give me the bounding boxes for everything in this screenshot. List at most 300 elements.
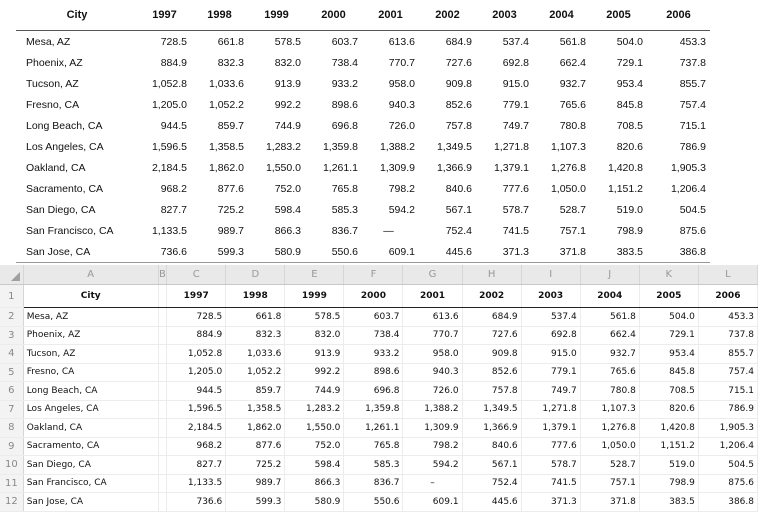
cell-value[interactable]: 1,151.2	[639, 437, 698, 456]
cell-value[interactable]: 662.4	[580, 326, 639, 345]
cell-value[interactable]: 798.2	[403, 437, 462, 456]
source-city: Sacramento, CA	[26, 182, 104, 195]
source-value: 779.1	[502, 98, 529, 111]
column-header[interactable]: K	[639, 265, 698, 285]
cell-value[interactable]: 1,033.6	[226, 345, 285, 364]
sheet-header-row	[0, 285, 758, 308]
cell-value[interactable]: 692.8	[521, 326, 580, 345]
cell-empty[interactable]	[158, 474, 166, 493]
cell-city[interactable]: Tucson, AZ	[23, 345, 158, 364]
source-value: 875.6	[679, 224, 706, 237]
cell-city[interactable]: Long Beach, CA	[23, 382, 158, 401]
cell-value[interactable]: 786.9	[698, 400, 757, 419]
cell-value[interactable]: 884.9	[167, 326, 226, 345]
source-value: 827.7	[160, 203, 187, 216]
column-header[interactable]: J	[580, 265, 639, 285]
source-value: 1,366.9	[436, 161, 472, 174]
cell-value[interactable]: 752.4	[462, 474, 521, 493]
cell-value[interactable]: 968.2	[167, 437, 226, 456]
source-value: 727.6	[445, 56, 472, 69]
source-value: 603.7	[331, 35, 358, 48]
cell-value[interactable]: 1,107.3	[580, 400, 639, 419]
source-row	[16, 178, 710, 199]
cell-value[interactable]: 820.6	[639, 400, 698, 419]
source-value: 661.8	[217, 35, 244, 48]
row-number[interactable]: 10	[0, 456, 23, 475]
cell-value[interactable]: 1,133.5	[167, 474, 226, 493]
column-header[interactable]: H	[462, 265, 521, 285]
row-number[interactable]: 11	[0, 474, 23, 493]
source-value: 913.9	[274, 77, 301, 90]
cell-value[interactable]: 933.2	[344, 345, 403, 364]
source-value: 765.8	[331, 182, 358, 195]
row-number[interactable]: 6	[0, 382, 23, 401]
cell-value[interactable]: 836.7	[344, 474, 403, 493]
cell-empty[interactable]	[158, 345, 166, 364]
source-value: 1,052.2	[208, 98, 244, 111]
cell-empty[interactable]	[158, 326, 166, 345]
cell-value[interactable]: 915.0	[521, 345, 580, 364]
cell-value[interactable]: 741.5	[521, 474, 580, 493]
source-value: 1,550.0	[265, 161, 301, 174]
spreadsheet-grid[interactable]	[0, 265, 754, 508]
source-value: 770.7	[388, 56, 415, 69]
source-value: 909.8	[445, 77, 472, 90]
cell-city[interactable]: Sacramento, CA	[23, 437, 158, 456]
cell-value[interactable]: 852.6	[462, 363, 521, 382]
cell-value[interactable]: 770.7	[403, 326, 462, 345]
cell-year-header[interactable]: 2003	[521, 285, 580, 308]
cell-value[interactable]: 1,206.4	[698, 437, 757, 456]
cell-value[interactable]: 1,379.1	[521, 419, 580, 438]
source-value: 832.0	[274, 56, 301, 69]
cell-value[interactable]: 909.8	[462, 345, 521, 364]
source-value: 1,420.8	[607, 161, 643, 174]
source-value: 798.2	[388, 182, 415, 195]
source-row	[16, 31, 710, 53]
cell-city[interactable]: Oakland, CA	[23, 419, 158, 438]
cell-value[interactable]: 386.8	[698, 493, 757, 512]
cell-value[interactable]: 1,596.5	[167, 400, 226, 419]
cell-value[interactable]: 599.3	[226, 493, 285, 512]
cell-year-header[interactable]: 2000	[344, 285, 403, 308]
cell-value[interactable]: 749.7	[521, 382, 580, 401]
cell-value[interactable]: 875.6	[698, 474, 757, 493]
source-row	[16, 241, 710, 263]
cell-value[interactable]: 866.3	[285, 474, 344, 493]
cell-value[interactable]: 765.6	[580, 363, 639, 382]
source-value: 752.4	[445, 224, 472, 237]
cell-value[interactable]: 603.7	[344, 308, 403, 327]
source-city: Mesa, AZ	[26, 35, 71, 48]
source-value: 741.5	[502, 224, 529, 237]
column-header[interactable]: B	[158, 265, 166, 285]
source-value: 386.8	[647, 241, 710, 263]
source-value: —	[383, 224, 394, 237]
cell-empty[interactable]	[158, 285, 166, 308]
source-value: 729.1	[616, 56, 643, 69]
source-value: 580.9	[248, 241, 305, 263]
cell-value[interactable]: 729.1	[639, 326, 698, 345]
cell-empty[interactable]	[158, 493, 166, 512]
source-header-year: 2006	[647, 0, 710, 31]
source-value: 836.7	[331, 224, 358, 237]
source-value: 1,205.0	[151, 98, 187, 111]
cell-city-header[interactable]: City	[23, 285, 158, 308]
source-value: 1,379.1	[493, 161, 529, 174]
sheet-row	[0, 437, 758, 456]
row-number[interactable]: 12	[0, 493, 23, 512]
cell-value[interactable]: 708.5	[639, 382, 698, 401]
cell-value[interactable]: 613.6	[403, 308, 462, 327]
source-value: 832.3	[217, 56, 244, 69]
cell-value[interactable]: 798.9	[639, 474, 698, 493]
column-header[interactable]: G	[403, 265, 462, 285]
cell-value[interactable]: 940.3	[403, 363, 462, 382]
cell-value[interactable]: 1,905.3	[698, 419, 757, 438]
source-value: 736.6	[138, 241, 191, 263]
cell-value[interactable]: 567.1	[462, 456, 521, 475]
source-header-year: 2003	[476, 0, 533, 31]
cell-value[interactable]: 715.1	[698, 382, 757, 401]
source-value: 578.7	[502, 203, 529, 216]
source-value: 757.8	[445, 119, 472, 132]
cell-value[interactable]: 944.5	[167, 382, 226, 401]
cell-value[interactable]: 1,550.0	[285, 419, 344, 438]
cell-empty[interactable]	[158, 308, 166, 327]
cell-year-header[interactable]: 2006	[698, 285, 757, 308]
source-city: Tucson, AZ	[26, 77, 79, 90]
row-number[interactable]: 7	[0, 400, 23, 419]
source-city: Phoenix, AZ	[26, 56, 83, 69]
cell-value[interactable]: 779.1	[521, 363, 580, 382]
cell-city[interactable]: Mesa, AZ	[23, 308, 158, 327]
source-value: 578.5	[274, 35, 301, 48]
source-value: 504.5	[679, 203, 706, 216]
cell-value[interactable]: 504.0	[639, 308, 698, 327]
sheet-row	[0, 345, 758, 364]
source-value: 1,309.9	[379, 161, 415, 174]
source-value: 968.2	[160, 182, 187, 195]
cell-value[interactable]: 504.5	[698, 456, 757, 475]
source-value: 696.8	[331, 119, 358, 132]
row-number[interactable]: 4	[0, 345, 23, 364]
sheet-row	[0, 456, 758, 475]
row-number[interactable]: 1	[0, 285, 23, 308]
source-row	[16, 73, 710, 94]
cell-value[interactable]: 840.6	[462, 437, 521, 456]
cell-value[interactable]: 726.0	[403, 382, 462, 401]
source-value: 519.0	[616, 203, 643, 216]
source-value: 599.3	[191, 241, 248, 263]
cell-value[interactable]: 598.4	[285, 456, 344, 475]
cell-value[interactable]: 1,359.8	[344, 400, 403, 419]
cell-value[interactable]: 992.2	[285, 363, 344, 382]
source-value: 780.8	[559, 119, 586, 132]
cell-city[interactable]: Los Angeles, CA	[23, 400, 158, 419]
source-value: 692.8	[502, 56, 529, 69]
row-number[interactable]: 3	[0, 326, 23, 345]
cell-value[interactable]: 845.8	[639, 363, 698, 382]
cell-value[interactable]: 757.1	[580, 474, 639, 493]
cell-value[interactable]: 594.2	[403, 456, 462, 475]
sheet-row	[0, 308, 758, 327]
source-value: 1,151.2	[607, 182, 643, 195]
cell-value[interactable]: 832.3	[226, 326, 285, 345]
source-value: 504.0	[616, 35, 643, 48]
source-value: 786.9	[679, 140, 706, 153]
source-value: 1,052.8	[151, 77, 187, 90]
row-number[interactable]: 5	[0, 363, 23, 382]
cell-value[interactable]: 859.7	[226, 382, 285, 401]
column-header[interactable]: D	[226, 265, 285, 285]
cell-value[interactable]: 744.9	[285, 382, 344, 401]
cell-value[interactable]: 752.0	[285, 437, 344, 456]
source-row	[16, 136, 710, 157]
cell-value[interactable]: 580.9	[285, 493, 344, 512]
cell-year-header[interactable]: 2004	[580, 285, 639, 308]
source-value: 752.0	[274, 182, 301, 195]
sheet-row	[0, 326, 758, 345]
row-number[interactable]: 2	[0, 308, 23, 327]
source-city: Long Beach, CA	[26, 119, 103, 132]
source-city: Oakland, CA	[26, 161, 86, 174]
cell-value[interactable]: 445.6	[462, 493, 521, 512]
source-value: 715.1	[679, 119, 706, 132]
source-table-image	[16, 0, 710, 263]
cell-value[interactable]: 696.8	[344, 382, 403, 401]
cell-value[interactable]: 737.8	[698, 326, 757, 345]
cell-year-header[interactable]: 1997	[167, 285, 226, 308]
cell-value[interactable]: 1,358.5	[226, 400, 285, 419]
source-value: 738.4	[331, 56, 358, 69]
source-value: 852.6	[445, 98, 472, 111]
column-header[interactable]: A	[23, 265, 158, 285]
cell-value[interactable]: 832.0	[285, 326, 344, 345]
source-value: 708.5	[616, 119, 643, 132]
source-header-year: 1999	[248, 0, 305, 31]
source-value: 1,358.5	[208, 140, 244, 153]
source-value: 371.3	[476, 241, 533, 263]
source-value: 537.4	[502, 35, 529, 48]
source-header-year: 2002	[419, 0, 476, 31]
source-value: 598.4	[274, 203, 301, 216]
cell-value[interactable]: 1,276.8	[580, 419, 639, 438]
cell-value[interactable]: 453.3	[698, 308, 757, 327]
source-value: 684.9	[445, 35, 472, 48]
cell-value[interactable]: 1,862.0	[226, 419, 285, 438]
source-value: 744.9	[274, 119, 301, 132]
cell-value[interactable]: 1,261.1	[344, 419, 403, 438]
column-header[interactable]: L	[698, 265, 757, 285]
cell-value[interactable]: 684.9	[462, 308, 521, 327]
source-value: 726.0	[388, 119, 415, 132]
source-city: Fresno, CA	[26, 98, 80, 111]
cell-value[interactable]: 1,052.8	[167, 345, 226, 364]
cell-value[interactable]: 519.0	[639, 456, 698, 475]
cell-value[interactable]: 550.6	[344, 493, 403, 512]
source-value: 953.4	[616, 77, 643, 90]
sheet-row	[0, 363, 758, 382]
source-value: 585.3	[331, 203, 358, 216]
source-value: 1,133.5	[151, 224, 187, 237]
source-city: San Francisco, CA	[26, 224, 114, 237]
source-value: 757.1	[559, 224, 586, 237]
cell-value[interactable]: 765.8	[344, 437, 403, 456]
cell-value[interactable]: 609.1	[403, 493, 462, 512]
cell-year-header[interactable]: 1999	[285, 285, 344, 308]
source-value: 725.2	[217, 203, 244, 216]
sheet-row	[0, 419, 758, 438]
column-header[interactable]: I	[521, 265, 580, 285]
source-value: 884.9	[160, 56, 187, 69]
cell-empty[interactable]	[158, 400, 166, 419]
source-value: 840.6	[445, 182, 472, 195]
cell-value[interactable]: 827.7	[167, 456, 226, 475]
cell-value[interactable]: 383.5	[639, 493, 698, 512]
cell-value[interactable]: 1,052.2	[226, 363, 285, 382]
cell-value[interactable]: 728.5	[167, 308, 226, 327]
source-header-city: City	[16, 0, 138, 31]
sheet-row	[0, 400, 758, 419]
cell-empty[interactable]	[158, 456, 166, 475]
cell-value[interactable]: 932.7	[580, 345, 639, 364]
source-header-year: 2005	[590, 0, 647, 31]
cell-value[interactable]: 777.6	[521, 437, 580, 456]
cell-value[interactable]: 1,050.0	[580, 437, 639, 456]
cell-value[interactable]: 1,388.2	[403, 400, 462, 419]
cell-value[interactable]: 1,309.9	[403, 419, 462, 438]
cell-value[interactable]: 661.8	[226, 308, 285, 327]
cell-city[interactable]: San Diego, CA	[23, 456, 158, 475]
cell-empty[interactable]	[158, 382, 166, 401]
source-value: 932.7	[559, 77, 586, 90]
source-value: 567.1	[445, 203, 472, 216]
cell-value[interactable]: 1,205.0	[167, 363, 226, 382]
cell-empty[interactable]	[158, 363, 166, 382]
source-row	[16, 157, 710, 178]
row-number[interactable]: 9	[0, 437, 23, 456]
cell-value[interactable]: 2,184.5	[167, 419, 226, 438]
cell-value[interactable]: 585.3	[344, 456, 403, 475]
cell-value[interactable]: –	[403, 474, 462, 493]
source-value: 1,206.4	[670, 182, 706, 195]
source-value: 561.8	[559, 35, 586, 48]
source-value: 866.3	[274, 224, 301, 237]
cell-year-header[interactable]: 2002	[462, 285, 521, 308]
cell-value[interactable]: 1,366.9	[462, 419, 521, 438]
cell-value[interactable]: 537.4	[521, 308, 580, 327]
source-value: 859.7	[217, 119, 244, 132]
cell-value[interactable]: 561.8	[580, 308, 639, 327]
source-value: 1,261.1	[322, 161, 358, 174]
source-row	[16, 52, 710, 73]
source-value: 662.4	[559, 56, 586, 69]
source-value: 940.3	[388, 98, 415, 111]
cell-value[interactable]: 725.2	[226, 456, 285, 475]
source-value: 845.8	[616, 98, 643, 111]
cell-city[interactable]: San Jose, CA	[23, 493, 158, 512]
source-value: 1,388.2	[379, 140, 415, 153]
cell-city[interactable]: Phoenix, AZ	[23, 326, 158, 345]
sheet-row	[0, 382, 758, 401]
cell-value[interactable]: 1,283.2	[285, 400, 344, 419]
cell-value[interactable]: 757.8	[462, 382, 521, 401]
cell-value[interactable]: 578.7	[521, 456, 580, 475]
select-all-corner[interactable]	[0, 265, 23, 285]
cell-value[interactable]: 578.5	[285, 308, 344, 327]
source-value: 992.2	[274, 98, 301, 111]
source-value: 528.7	[559, 203, 586, 216]
column-header[interactable]: C	[167, 265, 226, 285]
source-value: 445.6	[419, 241, 476, 263]
cell-value[interactable]: 1,349.5	[462, 400, 521, 419]
source-header-year: 1997	[138, 0, 191, 31]
cell-value[interactable]: 528.7	[580, 456, 639, 475]
cell-city[interactable]: San Francisco, CA	[23, 474, 158, 493]
cell-value[interactable]: 780.8	[580, 382, 639, 401]
source-value: 383.5	[590, 241, 647, 263]
source-value: 2,184.5	[151, 161, 187, 174]
cell-year-header[interactable]: 1998	[226, 285, 285, 308]
column-header[interactable]: E	[285, 265, 344, 285]
source-value: 1,349.5	[436, 140, 472, 153]
source-value: 877.6	[217, 182, 244, 195]
cell-empty[interactable]	[158, 437, 166, 456]
source-value: 944.5	[160, 119, 187, 132]
source-value: 989.7	[217, 224, 244, 237]
cell-value[interactable]: 958.0	[403, 345, 462, 364]
column-header[interactable]: F	[344, 265, 403, 285]
cell-value[interactable]: 898.6	[344, 363, 403, 382]
cell-city[interactable]: Fresno, CA	[23, 363, 158, 382]
source-row	[16, 199, 710, 220]
source-value: 728.5	[160, 35, 187, 48]
cell-year-header[interactable]: 2005	[639, 285, 698, 308]
cell-value[interactable]: 877.6	[226, 437, 285, 456]
cell-value[interactable]: 855.7	[698, 345, 757, 364]
cell-value[interactable]: 989.7	[226, 474, 285, 493]
source-value: 1,276.8	[550, 161, 586, 174]
source-value: 594.2	[388, 203, 415, 216]
cell-value[interactable]: 736.6	[167, 493, 226, 512]
source-header-year: 2004	[533, 0, 590, 31]
source-city: Los Angeles, CA	[26, 140, 104, 153]
cell-value[interactable]: 913.9	[285, 345, 344, 364]
cell-value[interactable]: 371.8	[580, 493, 639, 512]
cell-value[interactable]: 953.4	[639, 345, 698, 364]
cell-value[interactable]: 738.4	[344, 326, 403, 345]
cell-value[interactable]: 757.4	[698, 363, 757, 382]
cell-value[interactable]: 371.3	[521, 493, 580, 512]
row-number[interactable]: 8	[0, 419, 23, 438]
source-value: 757.4	[679, 98, 706, 111]
cell-empty[interactable]	[158, 419, 166, 438]
source-value: 820.6	[616, 140, 643, 153]
source-value: 1,862.0	[208, 161, 244, 174]
source-value: 453.3	[679, 35, 706, 48]
source-value: 737.8	[679, 56, 706, 69]
source-header-year: 1998	[191, 0, 248, 31]
cell-year-header[interactable]: 2001	[403, 285, 462, 308]
cell-value[interactable]: 1,271.8	[521, 400, 580, 419]
source-city: San Diego, CA	[26, 203, 96, 216]
source-value: 765.6	[559, 98, 586, 111]
source-value: 1,050.0	[550, 182, 586, 195]
cell-value[interactable]: 1,420.8	[639, 419, 698, 438]
cell-value[interactable]: 727.6	[462, 326, 521, 345]
source-value: 915.0	[502, 77, 529, 90]
